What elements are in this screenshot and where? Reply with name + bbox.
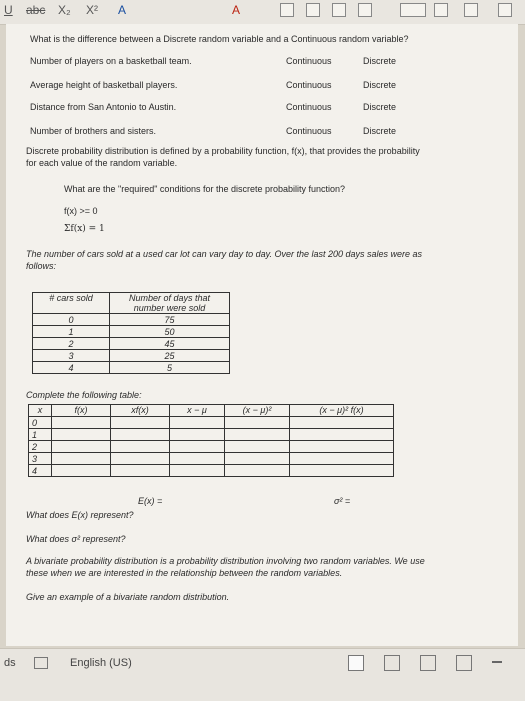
more-icon[interactable] [498, 3, 512, 17]
table-row [33, 338, 230, 350]
superscript-button[interactable]: X² [86, 3, 98, 17]
print-layout-icon[interactable] [348, 655, 364, 671]
bivariate-text: these when we are interested in the relationship between the random variables. [26, 568, 343, 578]
rv-item-label: Distance from San Antonio to Austin. [30, 102, 177, 112]
table-row [33, 314, 230, 326]
cars-text: follows: [26, 261, 57, 271]
table-header: xf(x) [111, 405, 170, 417]
table-cell: 5 [110, 362, 230, 374]
subscript-button[interactable]: X₂ [58, 3, 71, 17]
condition-nonnegative: f(x) >= 0 [64, 206, 98, 216]
table-header: Number of days that number were sold [110, 293, 230, 314]
table-cell: 1 [33, 326, 110, 338]
calc-table [28, 404, 394, 477]
rv-option-continuous: Continuous [286, 102, 332, 112]
table-row [33, 362, 230, 374]
text-effects-button[interactable]: A [118, 3, 127, 17]
table-header: (x − μ)² [225, 405, 290, 417]
table-row [29, 453, 394, 465]
definition-text: Discrete probability distribution is defined by a probability function, f(x), that provides the probability [26, 146, 420, 156]
complete-label: Complete the following table: [26, 390, 142, 400]
strikethrough-button[interactable]: abc [26, 3, 46, 17]
rv-option-continuous: Continuous [286, 56, 332, 66]
web-layout-icon[interactable] [384, 655, 400, 671]
condition-sum: Σf(x) = 1 [64, 224, 105, 234]
table-row [29, 429, 394, 441]
justify-icon[interactable] [358, 3, 372, 17]
table-cell: 25 [110, 350, 230, 362]
rv-option-continuous: Continuous [286, 80, 332, 90]
table-cell: 3 [33, 350, 110, 362]
rv-option-discrete: Discrete [363, 126, 397, 136]
bivariate-text: A bivariate probability distribution is a probability distribution involving two random variables. We use [26, 556, 425, 566]
status-bar [0, 648, 525, 701]
table-header: x − μ [170, 405, 225, 417]
table-row [29, 465, 394, 477]
ex-label: E(x) = [138, 496, 163, 506]
table-cell: 0 [29, 417, 52, 429]
outline-view-icon[interactable] [420, 655, 436, 671]
rv-item-label: Number of players on a basketball team. [30, 56, 192, 66]
align-right-icon[interactable] [332, 3, 346, 17]
proofing-icon[interactable] [34, 657, 48, 669]
rv-option-discrete: Discrete [363, 56, 397, 66]
table-cell: 75 [110, 314, 230, 326]
rv-option-discrete: Discrete [363, 102, 397, 112]
cars-text: The number of cars sold at a used car lot can vary day to day. Over the last 200 days sales were as [26, 249, 423, 259]
formatting-toolbar [0, 0, 525, 25]
bivariate-example: Give an example of a bivariate random distribution. [26, 592, 230, 602]
table-row [33, 350, 230, 362]
font-color-button[interactable]: A [232, 3, 241, 17]
borders-icon[interactable] [464, 3, 478, 17]
table-cell: 0 [33, 314, 110, 326]
question-ex: What does E(x) represent? [26, 510, 134, 520]
align-center-icon[interactable] [306, 3, 320, 17]
sigma-label: σ² = [334, 496, 351, 506]
table-cell: 50 [110, 326, 230, 338]
shading-icon[interactable] [434, 3, 448, 17]
table-header: x [29, 405, 52, 417]
underline-button[interactable]: U [4, 3, 13, 17]
rv-option-discrete: Discrete [363, 80, 397, 90]
language-label[interactable]: English (US) [70, 657, 132, 669]
document-page [6, 24, 518, 646]
zoom-out-icon[interactable] [492, 661, 502, 663]
table-row [29, 441, 394, 453]
status-left: ds [4, 657, 16, 669]
table-cell: 4 [29, 465, 52, 477]
table-cell: 3 [29, 453, 52, 465]
table-cell: 45 [110, 338, 230, 350]
table-header: (x − μ)² f(x) [290, 405, 394, 417]
align-left-icon[interactable] [280, 3, 294, 17]
conditions-question: What are the "required" conditions for the discrete probability function? [64, 184, 346, 194]
rv-item-label: Average height of basketball players. [30, 80, 178, 90]
table-cell: 2 [33, 338, 110, 350]
question-heading: What is the difference between a Discrete random variable and a Continuous random variable? [30, 34, 409, 44]
table-header: f(x) [52, 405, 111, 417]
draft-view-icon[interactable] [456, 655, 472, 671]
table-cell: 4 [33, 362, 110, 374]
definition-text: for each value of the random variable. [26, 158, 178, 168]
table-cell: 2 [29, 441, 52, 453]
rv-option-continuous: Continuous [286, 126, 332, 136]
table-cell: 1 [29, 429, 52, 441]
line-spacing-icon[interactable] [400, 3, 426, 17]
table-row [29, 417, 394, 429]
table-header: # cars sold [33, 293, 110, 314]
cars-table [32, 292, 230, 374]
rv-item-label: Number of brothers and sisters. [30, 126, 157, 136]
table-row [33, 326, 230, 338]
question-sigma: What does σ² represent? [26, 534, 126, 544]
